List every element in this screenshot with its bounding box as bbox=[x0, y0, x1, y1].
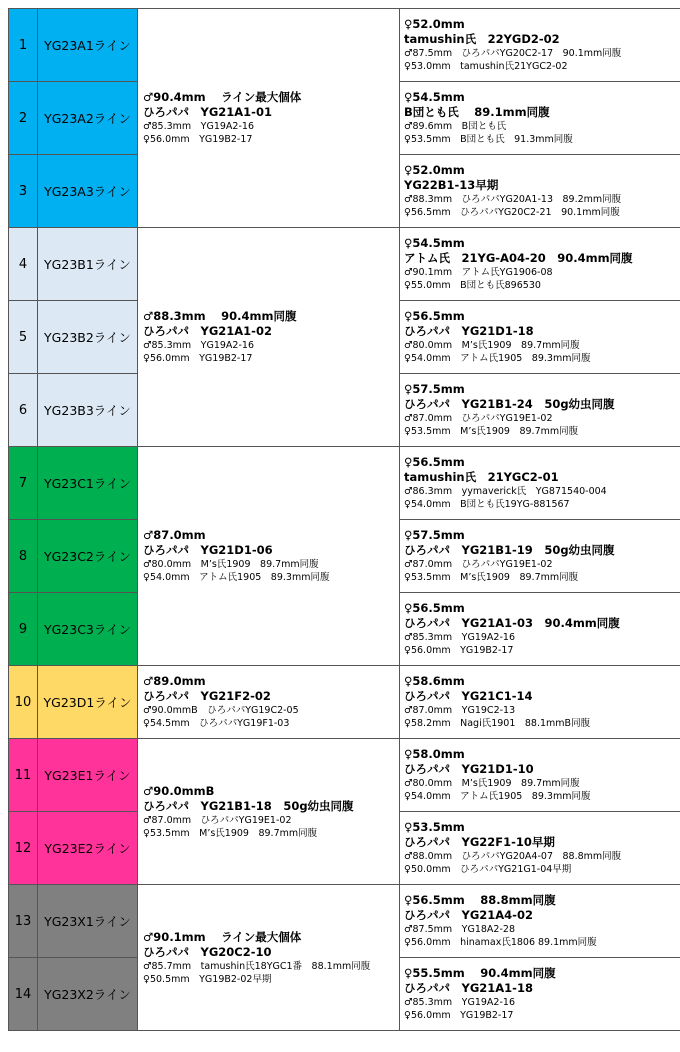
sire-id: ひろパパ YG21A1-01 bbox=[143, 105, 272, 119]
row-number: 13 bbox=[9, 885, 38, 958]
row-number: 14 bbox=[9, 958, 38, 1031]
sire-mother: ♀53.5mm M’s氏1909 89.7mm同腹 bbox=[143, 827, 318, 839]
breeding-lines-table bbox=[8, 8, 680, 1031]
sire-mother: ♀56.0mm YG19B2-17 bbox=[143, 134, 253, 145]
dam-id: ひろパパ YG21D1-18 bbox=[404, 324, 534, 338]
dam-cell bbox=[400, 520, 680, 593]
dam-cell bbox=[400, 885, 680, 958]
dam-father: ♂87.5mm ひろパパYG20C2-17 90.1mm同腹 bbox=[404, 48, 622, 59]
dam-mother: ♀56.0mm YG19B2-17 bbox=[404, 645, 514, 656]
dam-mother: ♀53.5mm M’s氏1909 89.7mm同腹 bbox=[404, 572, 579, 583]
dam-cell bbox=[400, 374, 680, 447]
row-number: 10 bbox=[9, 666, 38, 739]
sire-id: ひろパパ YG21A1-02 bbox=[143, 324, 272, 338]
row-number: 2 bbox=[9, 82, 38, 155]
dam-size: ♀58.0mm bbox=[404, 747, 465, 761]
dam-father: ♂90.1mm アトム氏YG1906-08 bbox=[404, 267, 553, 278]
dam-id: tamushin氏 22YGD2-02 bbox=[404, 32, 560, 46]
sire-id: ひろパパ YG21D1-06 bbox=[143, 543, 273, 557]
sire-size: ♂90.1mm ライン最大個体 bbox=[143, 929, 302, 944]
dam-cell bbox=[400, 9, 680, 82]
row-number: 4 bbox=[9, 228, 38, 301]
sire-cell bbox=[138, 447, 400, 666]
dam-mother: ♀54.0mm アトム氏1905 89.3mm同腹 bbox=[404, 791, 591, 802]
dam-size: ♀55.5mm 90.4mm同腹 bbox=[404, 966, 556, 980]
dam-cell bbox=[400, 447, 680, 520]
sire-id: ひろパパ YG21B1-18 50g幼虫同腹 bbox=[143, 798, 354, 813]
sire-father: ♂85.3mm YG19A2-16 bbox=[143, 121, 254, 132]
dam-size: ♀52.0mm bbox=[404, 163, 465, 177]
dam-size: ♀52.0mm bbox=[404, 17, 465, 31]
sire-cell bbox=[138, 885, 400, 1031]
row-number: 11 bbox=[9, 739, 38, 812]
table-row bbox=[9, 739, 680, 812]
row-number: 12 bbox=[9, 812, 38, 885]
dam-mother: ♀50.0mm ひろパパYG21G1-04早期 bbox=[404, 864, 572, 875]
line-name: YG23B1ライン bbox=[38, 228, 138, 301]
dam-cell bbox=[400, 228, 680, 301]
sire-cell bbox=[138, 9, 400, 228]
dam-mother: ♀56.5mm ひろパパYG20C2-21 90.1mm同腹 bbox=[404, 207, 620, 218]
line-name: YG23X2ライン bbox=[38, 958, 138, 1031]
table-row bbox=[9, 9, 680, 82]
sire-size: ♂90.0mmB bbox=[143, 783, 215, 798]
dam-cell bbox=[400, 301, 680, 374]
line-name: YG23C2ライン bbox=[38, 520, 138, 593]
dam-mother: ♀55.0mm B団とも氏896530 bbox=[404, 280, 541, 291]
dam-father: ♂80.0mm M’s氏1909 89.7mm同腹 bbox=[404, 340, 580, 351]
dam-size: ♀54.5mm bbox=[404, 236, 465, 250]
line-name: YG23A2ライン bbox=[38, 82, 138, 155]
row-number: 1 bbox=[9, 9, 38, 82]
sire-father: ♂85.3mm YG19A2-16 bbox=[143, 340, 254, 351]
line-name: YG23B3ライン bbox=[38, 374, 138, 447]
sire-id: ひろパパ YG20C2-10 bbox=[143, 944, 272, 959]
dam-id: tamushin氏 21YGC2-01 bbox=[404, 470, 559, 484]
dam-id: ひろパパ YG21C1-14 bbox=[404, 689, 533, 703]
sire-size: ♂87.0mm bbox=[143, 528, 206, 542]
sire-size: ♂90.4mm ライン最大個体 bbox=[143, 90, 302, 104]
table-row bbox=[9, 447, 680, 520]
dam-id: ひろパパ YG21A4-02 bbox=[404, 908, 533, 922]
line-name: YG23B2ライン bbox=[38, 301, 138, 374]
dam-mother: ♀53.0mm tamushin氏21YGC2-02 bbox=[404, 61, 568, 72]
line-name: YG23C1ライン bbox=[38, 447, 138, 520]
dam-id: YG22B1-13早期 bbox=[404, 178, 499, 192]
dam-id: ひろパパ YG22F1-10早期 bbox=[404, 835, 555, 849]
sire-mother: ♀50.5mm YG19B2-02早期 bbox=[143, 973, 272, 985]
dam-mother: ♀54.0mm B団とも氏19YG-881567 bbox=[404, 499, 570, 510]
sire-mother: ♀54.5mm ひろパパYG19F1-03 bbox=[143, 718, 290, 729]
dam-cell bbox=[400, 666, 680, 739]
dam-father: ♂89.6mm B団とも氏 bbox=[404, 121, 507, 132]
sire-size: ♂88.3mm 90.4mm同腹 bbox=[143, 309, 297, 323]
dam-id: ひろパパ YG21B1-24 50g幼虫同腹 bbox=[404, 397, 615, 411]
sire-cell bbox=[138, 739, 400, 885]
line-name: YG23E2ライン bbox=[38, 812, 138, 885]
table-row bbox=[9, 885, 680, 958]
table-row bbox=[9, 666, 680, 739]
dam-size: ♀57.5mm bbox=[404, 382, 465, 396]
dam-id: ひろパパ YG21B1-19 50g幼虫同腹 bbox=[404, 543, 615, 557]
sire-cell bbox=[138, 228, 400, 447]
sire-father: ♂85.7mm tamushin氏18YGC1番 88.1mm同腹 bbox=[143, 960, 371, 972]
dam-id: ひろパパ YG21A1-18 bbox=[404, 981, 533, 995]
dam-cell bbox=[400, 739, 680, 812]
row-number: 7 bbox=[9, 447, 38, 520]
row-number: 3 bbox=[9, 155, 38, 228]
sire-size: ♂89.0mm bbox=[143, 674, 206, 688]
dam-mother: ♀56.0mm YG19B2-17 bbox=[404, 1010, 514, 1021]
dam-father: ♂87.0mm ひろパパYG19E1-02 bbox=[404, 413, 553, 424]
line-name: YG23D1ライン bbox=[38, 666, 138, 739]
dam-mother: ♀58.2mm Nagi氏1901 88.1mmB同腹 bbox=[404, 718, 591, 729]
dam-size: ♀53.5mm bbox=[404, 820, 465, 834]
dam-father: ♂87.5mm YG18A2-28 bbox=[404, 924, 515, 935]
dam-mother: ♀56.0mm hinamax氏1806 89.1mm同腹 bbox=[404, 937, 597, 948]
dam-cell bbox=[400, 958, 680, 1031]
line-name: YG23C3ライン bbox=[38, 593, 138, 666]
dam-size: ♀54.5mm bbox=[404, 90, 465, 104]
line-name: YG23E1ライン bbox=[38, 739, 138, 812]
dam-size: ♀58.6mm bbox=[404, 674, 465, 688]
sire-father: ♂90.0mmB ひろパパYG19C2-05 bbox=[143, 705, 299, 716]
sire-father: ♂80.0mm M’s氏1909 89.7mm同腹 bbox=[143, 559, 319, 570]
sire-id: ひろパパ YG21F2-02 bbox=[143, 689, 271, 703]
dam-cell bbox=[400, 155, 680, 228]
dam-mother: ♀54.0mm アトム氏1905 89.3mm同腹 bbox=[404, 353, 591, 364]
dam-size: ♀56.5mm bbox=[404, 601, 465, 615]
dam-id: ひろパパ YG21D1-10 bbox=[404, 762, 534, 776]
dam-size: ♀56.5mm bbox=[404, 455, 465, 469]
dam-father: ♂80.0mm M’s氏1909 89.7mm同腹 bbox=[404, 778, 580, 789]
dam-mother: ♀53.5mm M’s氏1909 89.7mm同腹 bbox=[404, 426, 579, 437]
dam-id: B団とも氏 89.1mm同腹 bbox=[404, 105, 550, 119]
dam-father: ♂85.3mm YG19A2-16 bbox=[404, 997, 515, 1008]
dam-size: ♀57.5mm bbox=[404, 528, 465, 542]
dam-id: ひろパパ YG21A1-03 90.4mm同腹 bbox=[404, 616, 620, 630]
line-name: YG23A3ライン bbox=[38, 155, 138, 228]
dam-father: ♂88.0mm ひろパパYG20A4-07 88.8mm同腹 bbox=[404, 851, 622, 862]
dam-size: ♀56.5mm 88.8mm同腹 bbox=[404, 893, 556, 907]
dam-id: アトム氏 21YG-A04-20 90.4mm同腹 bbox=[404, 251, 633, 265]
sire-cell bbox=[138, 666, 400, 739]
dam-mother: ♀53.5mm B団とも氏 91.3mm同腹 bbox=[404, 134, 573, 145]
row-number: 8 bbox=[9, 520, 38, 593]
dam-father: ♂86.3mm yymaverick氏 YG871540-004 bbox=[404, 486, 607, 497]
dam-size: ♀56.5mm bbox=[404, 309, 465, 323]
row-number: 5 bbox=[9, 301, 38, 374]
row-number: 6 bbox=[9, 374, 38, 447]
dam-father: ♂85.3mm YG19A2-16 bbox=[404, 632, 515, 643]
dam-cell bbox=[400, 593, 680, 666]
dam-cell bbox=[400, 82, 680, 155]
line-name: YG23A1ライン bbox=[38, 9, 138, 82]
row-number: 9 bbox=[9, 593, 38, 666]
line-name: YG23X1ライン bbox=[38, 885, 138, 958]
dam-father: ♂87.0mm ひろパパYG19E1-02 bbox=[404, 559, 553, 570]
sire-father: ♂87.0mm ひろパパYG19E1-02 bbox=[143, 814, 292, 826]
dam-father: ♂88.3mm ひろパパYG20A1-13 89.2mm同腹 bbox=[404, 194, 622, 205]
dam-father: ♂87.0mm YG19C2-13 bbox=[404, 705, 516, 716]
table-row bbox=[9, 228, 680, 301]
dam-cell bbox=[400, 812, 680, 885]
sire-mother: ♀56.0mm YG19B2-17 bbox=[143, 353, 253, 364]
sire-mother: ♀54.0mm アトム氏1905 89.3mm同腹 bbox=[143, 572, 330, 583]
